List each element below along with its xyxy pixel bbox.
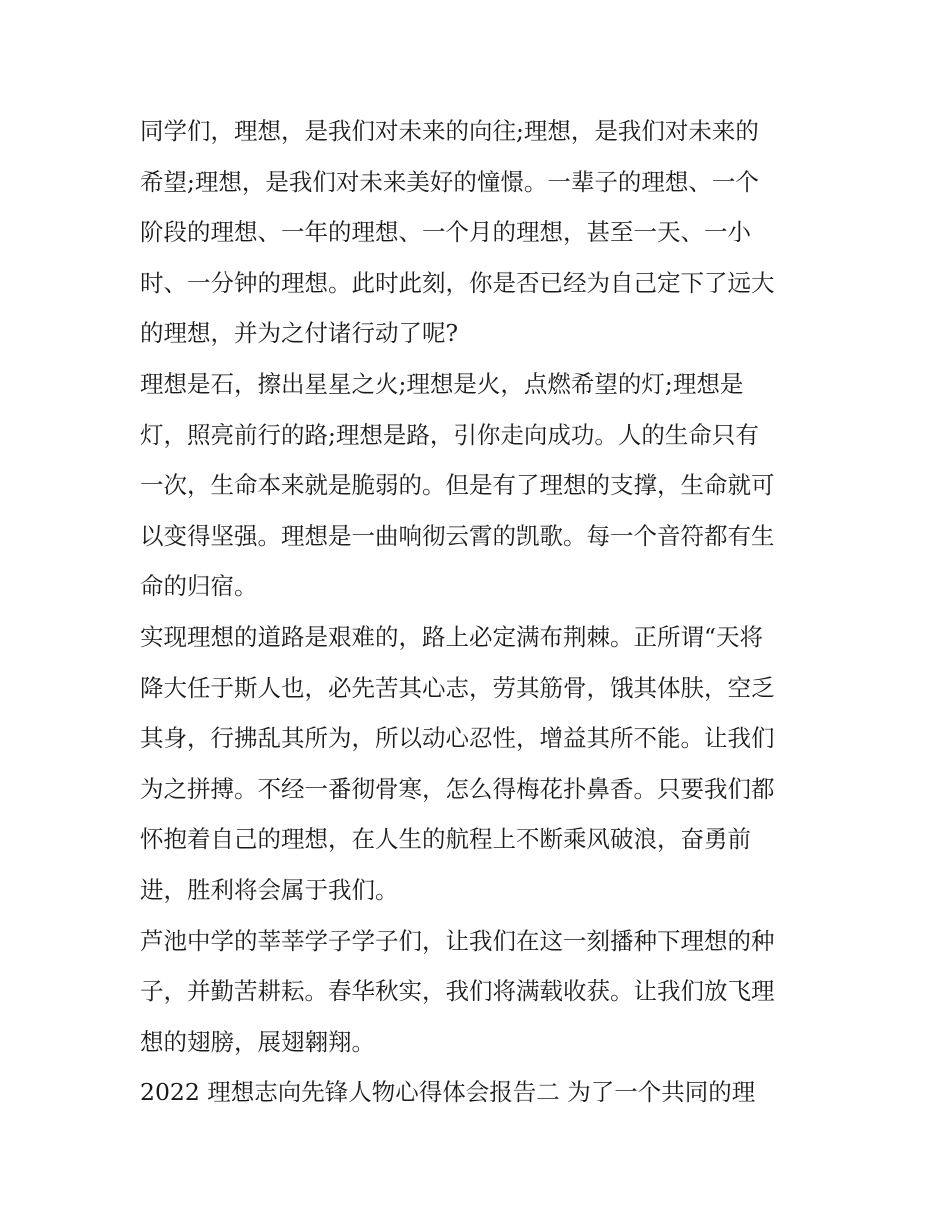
text-line: 理想是石，擦出星星之火;理想是火，点燃希望的灯;理想是 bbox=[140, 369, 744, 398]
text-line: 实现理想的道路是艰难的，路上必定满布荆棘。正所谓“天将 bbox=[140, 622, 764, 651]
document-body bbox=[140, 106, 820, 1118]
text-line: 时、一分钟的理想。此时此刻，你是否已经为自己定下了远大 bbox=[140, 268, 775, 297]
text-line: 灯，照亮前行的路;理想是路，引你走向成功。人的生命只有 bbox=[140, 420, 759, 449]
text-line: 同学们，理想，是我们对未来的向往;理想，是我们对未来的 bbox=[140, 117, 759, 145]
text-line: 命的归宿。 bbox=[140, 572, 258, 601]
text-line: 想的翅膀，展翅翱翔。 bbox=[140, 1027, 375, 1056]
text-line: 以变得坚强。理想是一曲响彻云霄的凯歌。每一个音符都有生 bbox=[140, 521, 775, 550]
text-line: 为之拼搏。不经一番彻骨寒，怎么得梅花扑鼻香。只要我们都 bbox=[140, 774, 775, 803]
text-line: 进，胜利将会属于我们。 bbox=[140, 875, 399, 904]
text-line: 怀抱着自己的理想，在人生的航程上不断乘风破浪，奋勇前 bbox=[140, 825, 751, 854]
text-line: 子，并勤苦耕耘。春华秋实，我们将满载收获。让我们放飞理 bbox=[140, 977, 775, 1006]
text-line: 希望;理想，是我们对未来美好的憧憬。一辈子的理想、一个 bbox=[140, 167, 759, 196]
text-line: 2022 理想志向先锋人物心得体会报告二 为了一个共同的理 bbox=[140, 1078, 756, 1107]
text-line: 阶段的理想、一年的理想、一个月的理想，甚至一天、一小 bbox=[140, 218, 751, 247]
text-line: 其身，行拂乱其所为，所以动心忍性，增益其所不能。让我们 bbox=[140, 724, 775, 753]
text-line: 一次，生命本来就是脆弱的。但是有了理想的支撑，生命就可 bbox=[140, 471, 775, 500]
text-line: 降大任于斯人也，必先苦其心志，劳其筋骨，饿其体肤，空乏 bbox=[140, 673, 775, 702]
text-line: 芦池中学的莘莘学子学子们，让我们在这一刻播种下理想的种 bbox=[140, 926, 775, 955]
text-line: 的理想，并为之付诸行动了呢? bbox=[140, 319, 459, 348]
